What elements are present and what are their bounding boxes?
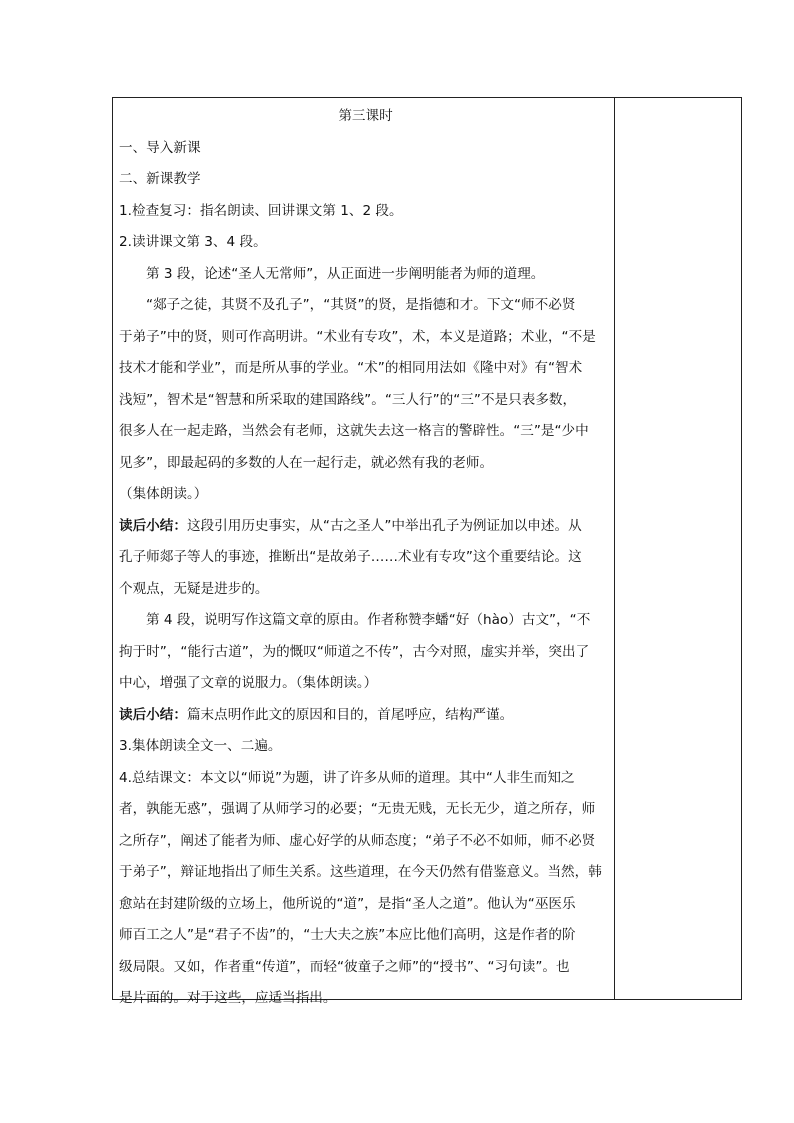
summary1-line: 孔子师郯子等人的事迹，推断出“是故弟子……术业有专攻”这个重要结论。这 — [119, 549, 582, 565]
item3: 3.集体朗读全文一、二遍。 — [119, 738, 282, 754]
para4-line: 中心，增强了文章的说服力。（集体朗读。） — [119, 675, 378, 691]
item4-line: 级局限。又如，作者重“传道”，而轻“彼童子之师”的“授书”、“习句读”。也 — [119, 958, 570, 975]
item4-line: 于弟子”，辩证地指出了师生关系。这些道理，在今天仍然有借鉴意义。当然，韩 — [119, 864, 602, 880]
summary1-line — [119, 511, 612, 543]
item4-line: 之所存”，阐述了能者为师、虚心好学的从师态度；“弟子不必不如师，师不必贤 — [119, 832, 596, 849]
read-explain-item: 2.读讲课文第 3、4 段。 — [119, 234, 267, 250]
summary2-text: 篇末点明作此文的原因和目的，首尾呼应，结构严谨。 — [186, 706, 514, 723]
lesson-title: 第三课时 — [338, 108, 393, 124]
item4-line: 者，孰能无惑”，强调了从师学习的必要；“无贵无贱，无长无少，道之所存，师 — [119, 801, 596, 817]
item4-line: 是片面的。对于这些，应适当指出。 — [119, 990, 337, 1006]
summary1-line: 个观点，无疑是进步的。 — [119, 580, 269, 597]
review-item: 1.检查复习：指名朗读、回讲课文第 1、2 段。 — [119, 202, 403, 219]
notes-column-cell — [615, 98, 741, 999]
para3-line: 浅短”，智术是“智慧和所采取的建国路线”。“三人行”的“三”不是只表多数， — [119, 391, 577, 408]
para3-line: 技术才能和学业”，而是所从事的学业。“术”的相同用法如《隆中对》有“智术 — [119, 360, 583, 376]
para4-line: 第 4 段，说明写作这篇文章的原由。作者称赞李蟠“好（hào）古文”，“不 — [146, 612, 591, 628]
para3-line: 很多人在一起走路，当然会有老师，这就失去这一格言的警辟性。“三”是“少中 — [119, 423, 589, 439]
summary1-text: 这段引用历史事实，从“古之圣人”中举出孔子为例证加以申述。从 — [186, 517, 582, 534]
lesson-content-cell — [119, 101, 612, 1015]
para4-line: 拘于时”，“能行古道”，为的慨叹“师道之不传”，古今对照，虚实并举，突出了 — [119, 643, 590, 660]
summary2-line — [119, 700, 612, 732]
section-teaching-heading: 二、新课教学 — [119, 171, 201, 187]
item4-line: 愈站在封建阶级的立场上，他所说的“道”，是指“圣人之道”。他认为“巫医乐 — [119, 895, 576, 912]
para3-line: 见多”，即最起码的多数的人在一起行走，就必然有我的老师。 — [119, 454, 494, 471]
summary2-label: 读后小结： — [119, 706, 187, 723]
para3-intro: 第 3 段，论述“圣人无常师”，从正面进一步阐明能者为师的道理。 — [146, 265, 545, 282]
collective-read-note: （集体朗读。） — [119, 486, 208, 502]
summary1-label: 读后小结： — [119, 517, 187, 534]
para3-line: 于弟子”中的贤，则可作高明讲。“术业有专攻”，术，本义是道路；术业，“不是 — [119, 328, 596, 345]
para3-line: “郯子之徒，其贤不及孔子”，“其贤”的贤，是指德和才。下文“师不必贤 — [146, 297, 576, 313]
item4-line: 4.总结课文：本文以“师说”为题，讲了许多从师的道理。其中“人非生而知之 — [119, 769, 575, 786]
lesson-table — [112, 97, 742, 1006]
section-intro-heading: 一、导入新课 — [119, 139, 201, 156]
item4-line: 师百工之人”是“君子不齿”的，“士大夫之族”本应比他们高明，这是作者的阶 — [119, 927, 576, 943]
